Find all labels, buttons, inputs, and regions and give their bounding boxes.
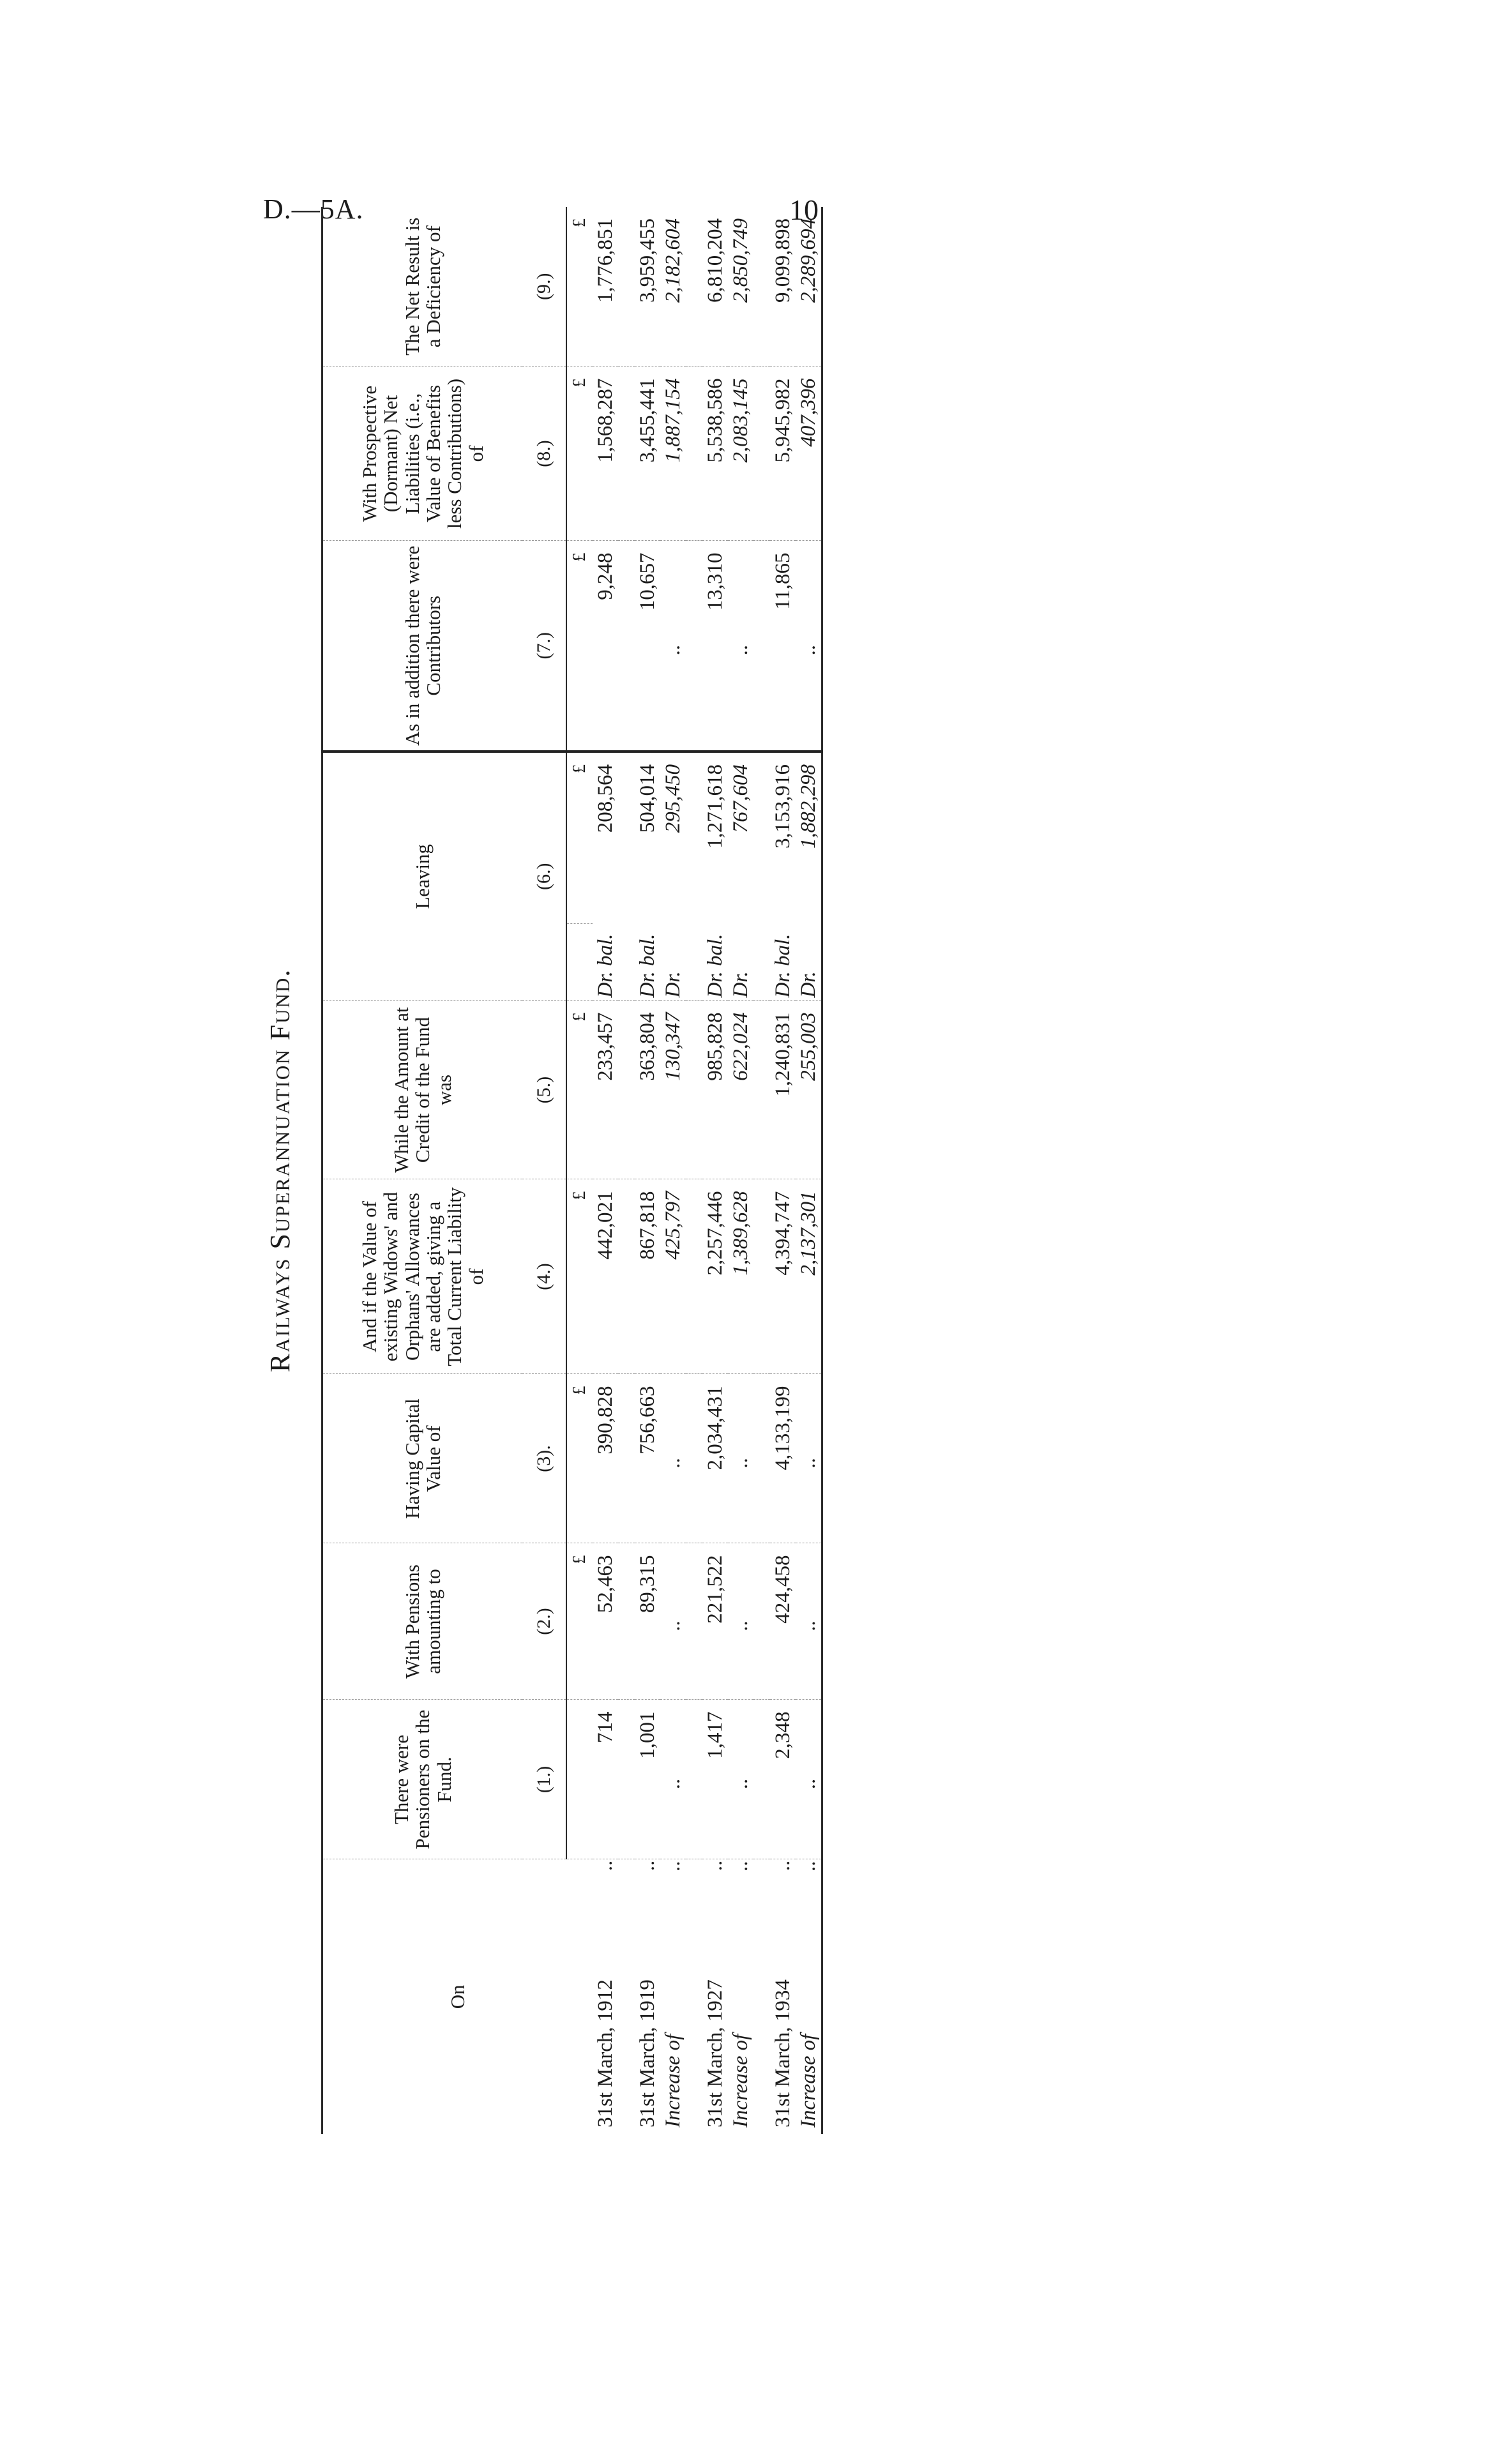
cell-capital: 2,034,431: [702, 1374, 728, 1543]
cell-dr: Dr.: [728, 924, 753, 1001]
cell-credit: 233,457: [593, 1001, 618, 1179]
cell-leaving: 504,014: [635, 764, 659, 833]
cell-pensioners: ..: [728, 1700, 753, 1859]
cell-credit: 363,804: [635, 1001, 660, 1179]
cell-dr: Dr. bal.: [593, 924, 618, 1001]
header-leaving: Leaving: [322, 752, 523, 1001]
cell-pensions: 221,522: [702, 1543, 728, 1700]
cell-leaving: 295,450: [661, 764, 685, 833]
cell-deficiency: 3,959,455: [635, 207, 660, 367]
header-pensions: With Pensions amounting to: [322, 1543, 523, 1700]
unit-1: [566, 1700, 593, 1859]
cell-deficiency: 2,289,694: [796, 207, 822, 367]
header-capital-value: Having Capital Value of: [322, 1374, 523, 1543]
row-label: 31st March, 1934..: [771, 1860, 794, 2128]
cell-prospective: 1,887,154: [660, 367, 686, 541]
row-label: Increase of..: [661, 1860, 685, 2128]
cell-capital: ..: [796, 1374, 822, 1543]
header-net-deficiency: The Net Result is a Deficiency of: [322, 207, 523, 367]
unit-3: £: [566, 1374, 593, 1543]
unit-2: £: [566, 1543, 593, 1700]
row-label: Increase of..: [729, 1860, 752, 2128]
colnum-8: (8.): [522, 367, 566, 541]
cell-contributors: ..: [796, 541, 822, 752]
cell-leaving: 208,564: [593, 764, 617, 833]
row-label: 31st March, 1919..: [635, 1860, 659, 2128]
page-number: 10: [789, 193, 819, 226]
cell-pensions: 89,315: [635, 1543, 660, 1700]
cell-contributors: 10,657: [635, 541, 660, 752]
header-pensioners: There were Pensioners on the Fund.: [322, 1700, 523, 1859]
table-title: Railways Superannuation Fund.: [264, 968, 296, 1373]
cell-pensioners: ..: [660, 1700, 686, 1859]
table-row: [702, 207, 728, 2134]
row-label: 31st March, 1927..: [703, 1860, 727, 2128]
cell-dr: Dr.: [660, 924, 686, 1001]
cell-dr: Dr. bal.: [702, 924, 728, 1001]
cell-credit: 985,828: [702, 1001, 728, 1179]
document-reference: D.—5A.: [263, 193, 364, 225]
cell-leaving: 1,271,618: [703, 764, 727, 849]
cell-capital: 4,133,199: [770, 1374, 796, 1543]
colnum-5: (5.): [522, 1001, 566, 1179]
cell-prospective: 407,396: [796, 367, 822, 541]
cell-leaving: 1,882,298: [796, 752, 822, 924]
cell-liability: 2,137,301: [796, 1179, 822, 1374]
cell-dr: Dr. bal.: [770, 924, 796, 1001]
cell-liability: 442,021: [593, 1179, 618, 1374]
cell-contributors: 11,865: [770, 541, 796, 752]
cell-deficiency: 2,182,604: [660, 207, 686, 367]
colnum-3: (3).: [522, 1374, 566, 1543]
cell-capital: ..: [660, 1374, 686, 1543]
cell-liability: 1,389,628: [728, 1179, 753, 1374]
cell-pensioners: 714: [593, 1700, 618, 1859]
unit-9: £: [566, 207, 593, 367]
table-row: [728, 207, 753, 2134]
table-row: [593, 207, 618, 2134]
cell-capital: ..: [728, 1374, 753, 1543]
cell-contributors: 13,310: [702, 541, 728, 752]
unit-5: £: [566, 1001, 593, 1179]
cell-deficiency: 1,776,851: [593, 207, 618, 367]
cell-liability: 425,797: [660, 1179, 686, 1374]
cell-contributors: ..: [728, 541, 753, 752]
cell-leaving: 767,604: [729, 764, 752, 833]
cell-prospective: 5,945,982: [770, 367, 796, 541]
header-on: On: [322, 1859, 593, 2134]
cell-contributors: 9,248: [593, 541, 618, 752]
colnum-4: (4.): [522, 1179, 566, 1374]
cell-pensioners: 1,001: [635, 1700, 660, 1859]
cell-capital: 756,663: [635, 1374, 660, 1543]
colnum-9: (9.): [522, 207, 566, 367]
cell-prospective: 2,083,145: [728, 367, 753, 541]
rotated-table-block: [264, 207, 832, 2134]
cell-pensions: 52,463: [593, 1543, 618, 1700]
cell-pensioners: 1,417: [702, 1700, 728, 1859]
colnum-2: (2.): [522, 1543, 566, 1700]
cell-credit: 1,240,831: [770, 1001, 796, 1179]
colnum-1: (1.): [522, 1700, 566, 1859]
table-row: [796, 207, 822, 2134]
cell-prospective: 3,455,441: [635, 367, 660, 541]
cell-liability: 2,257,446: [702, 1179, 728, 1374]
cell-capital: 390,828: [593, 1374, 618, 1543]
cell-dr: Dr.: [796, 924, 822, 1001]
header-contributors: As in addition there were Contributors: [322, 541, 523, 752]
unit-6a: [566, 924, 593, 1001]
cell-liability: 4,394,747: [770, 1179, 796, 1374]
row-label: Increase of..: [796, 1859, 822, 2134]
colnum-6: (6.): [522, 752, 566, 1001]
cell-pensions: ..: [660, 1543, 686, 1700]
cell-liability: 867,818: [635, 1179, 660, 1374]
cell-credit: 130,347: [660, 1001, 686, 1179]
header-credit-amount: While the Amount at Credit of the Fund was: [322, 1001, 523, 1179]
table-row: [660, 207, 686, 2134]
header-prospective-liabilities: With Prospective (Dormant) Net Liabilities (i.e., Value of Benefits less Contributions) of: [322, 367, 523, 541]
unit-8: £: [566, 367, 593, 541]
table-row: [770, 207, 796, 2134]
cell-pensions: ..: [728, 1543, 753, 1700]
cell-deficiency: 6,810,204: [702, 207, 728, 367]
cell-deficiency: 9,099,898: [770, 207, 796, 367]
row-label: 31st March, 1912..: [593, 1860, 617, 2128]
unit-6: £: [566, 752, 593, 924]
cell-pensions: 424,458: [770, 1543, 796, 1700]
cell-prospective: 5,538,586: [702, 367, 728, 541]
cell-deficiency: 2,850,749: [728, 207, 753, 367]
cell-leaving: 3,153,916: [771, 764, 794, 849]
cell-prospective: 1,568,287: [593, 367, 618, 541]
header-total-liability: And if the Value of existing Widows' and Orphans' Allowances are added, giving a Total Current Liability of: [322, 1179, 523, 1374]
unit-4: £: [566, 1179, 593, 1374]
cell-pensioners: 2,348: [770, 1700, 796, 1859]
colnum-7: (7.): [522, 541, 566, 752]
superannuation-table: [321, 207, 823, 2134]
cell-contributors: ..: [660, 541, 686, 752]
cell-pensioners: ..: [796, 1700, 822, 1859]
cell-credit: 622,024: [728, 1001, 753, 1179]
cell-credit: 255,003: [796, 1001, 822, 1179]
table-row: [635, 207, 660, 2134]
cell-dr: Dr. bal.: [635, 924, 660, 1001]
unit-7: £: [566, 541, 593, 752]
cell-pensions: ..: [796, 1543, 822, 1700]
